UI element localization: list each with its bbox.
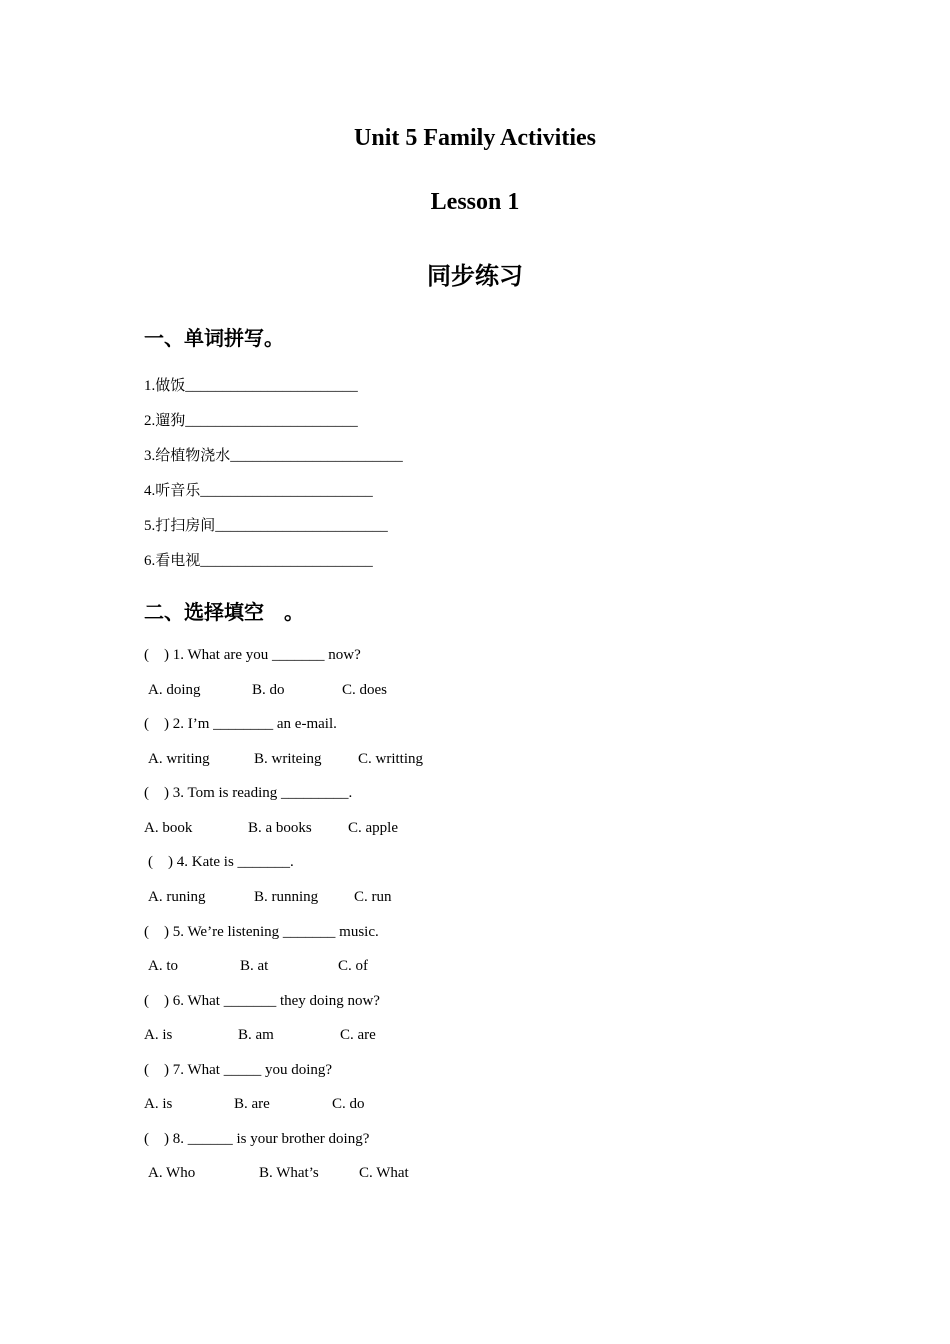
- option-b: B. a books: [248, 820, 312, 836]
- option-a: A. runing: [148, 889, 206, 905]
- page-title: Unit 5 Family Activities: [354, 125, 596, 151]
- question-text: ( ) 6. What _______ they doing now?: [144, 993, 380, 1009]
- option-b: B. at: [240, 958, 269, 974]
- option-c: C. run: [354, 889, 392, 905]
- spelling-item: 6.看电视_______________________: [144, 553, 373, 569]
- option-b: B. running: [254, 889, 319, 905]
- option-c: C. does: [342, 682, 387, 698]
- option-b: B. are: [234, 1096, 270, 1112]
- option-c: C. What: [359, 1165, 409, 1181]
- question-text: ( ) 3. Tom is reading _________.: [144, 785, 353, 801]
- lesson-title: Lesson 1: [430, 189, 520, 215]
- question-text: ( ) 5. We’re listening _______ music.: [144, 924, 379, 940]
- option-b: B. am: [238, 1027, 274, 1043]
- option-c: C. writting: [358, 751, 424, 767]
- option-a: A. writing: [148, 751, 210, 767]
- option-c: C. of: [338, 958, 368, 974]
- question-text: ( ) 2. I’m ________ an e-mail.: [144, 716, 337, 732]
- option-a: A. is: [144, 1027, 173, 1043]
- section-heading-spelling: 一、单词拼写。: [144, 328, 284, 350]
- question-text: ( ) 4. Kate is _______.: [148, 854, 294, 870]
- option-a: A. doing: [148, 682, 201, 698]
- option-a: A. book: [144, 820, 193, 836]
- question-text: ( ) 8. ______ is your brother doing?: [144, 1131, 370, 1147]
- option-c: C. apple: [348, 820, 398, 836]
- section-heading-choice: 二、选择填空 。: [144, 602, 304, 624]
- option-c: C. do: [332, 1096, 365, 1112]
- option-c: C. are: [340, 1027, 376, 1043]
- spelling-item: 1.做饭_______________________: [144, 378, 358, 394]
- spelling-item: 3.给植物浇水_______________________: [144, 448, 403, 464]
- spelling-item: 5.打扫房间_______________________: [144, 518, 388, 534]
- question-text: ( ) 7. What _____ you doing?: [144, 1062, 333, 1078]
- option-b: B. do: [252, 682, 285, 698]
- option-a: A. Who: [148, 1165, 196, 1181]
- option-b: B. What’s: [259, 1165, 319, 1181]
- spelling-item: 4.听音乐_______________________: [144, 483, 373, 499]
- option-a: A. is: [144, 1096, 173, 1112]
- subtitle: 同步练习: [427, 264, 523, 290]
- question-text: ( ) 1. What are you _______ now?: [144, 647, 361, 663]
- option-a: A. to: [148, 958, 178, 974]
- spelling-item: 2.遛狗_______________________: [144, 413, 358, 429]
- option-b: B. writeing: [254, 751, 322, 767]
